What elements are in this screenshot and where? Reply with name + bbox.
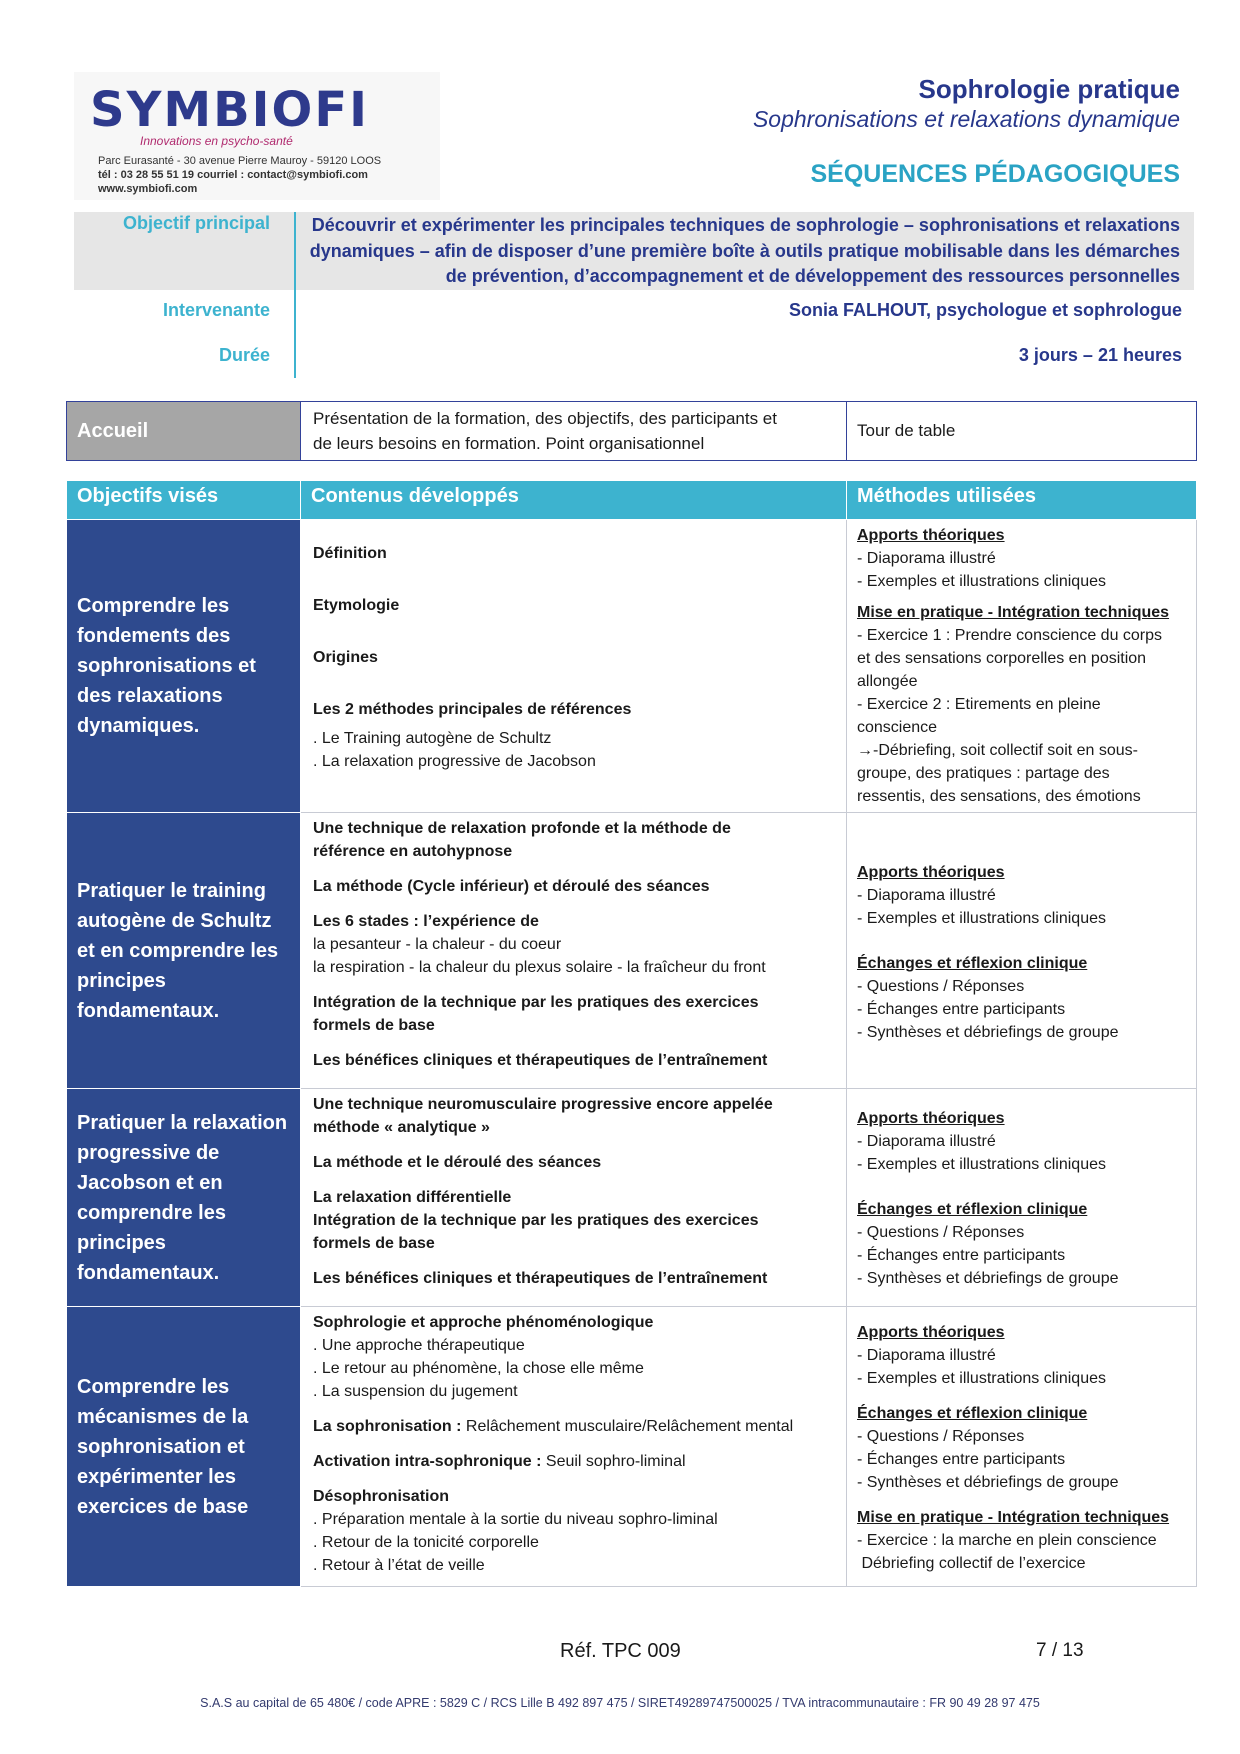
document-title: Sophrologie pratique xyxy=(918,74,1180,104)
page-number: 7 / 13 xyxy=(1036,1640,1084,1661)
objective-cell-line: et en comprendre les xyxy=(77,939,279,962)
duration-value: 3 jours – 21 heures xyxy=(1018,345,1182,365)
objective-cell-line: fondements des xyxy=(77,625,231,647)
method-item: Débriefing collectif de l’exercice xyxy=(857,1555,1086,1572)
content-item: Définition xyxy=(313,545,387,562)
method-item: - Échanges entre participants xyxy=(857,1247,1066,1264)
content-subitem: . Retour à l’état de veille xyxy=(313,1557,485,1574)
objective-cell-line: sophronisation et xyxy=(77,1435,245,1458)
content-item-text: Seuil sophro-liminal xyxy=(541,1453,686,1470)
objective-label: Objectif principal xyxy=(122,213,270,233)
objective-cell-line: dynamiques. xyxy=(77,715,200,737)
objective-cell xyxy=(67,1307,301,1587)
method-item: - Synthèses et débriefings de groupe xyxy=(857,1474,1119,1491)
logo-address-block xyxy=(98,154,381,196)
method-cell xyxy=(847,813,1197,1089)
content-item: Les bénéfices cliniques et thérapeutiques de l’entraînement xyxy=(313,1270,768,1287)
info-divider xyxy=(294,212,296,378)
logo-contact: tél : 03 28 55 51 19 courriel : contact@symbiofi.com xyxy=(98,169,368,181)
objective-cell-line: comprendre les xyxy=(77,1201,226,1224)
method-item: allongée xyxy=(857,673,918,690)
content-item-text: Relâchement musculaire/Relâchement mental xyxy=(461,1418,794,1435)
content-subitem: la respiration - la chaleur du plexus solaire - la fraîcheur du front xyxy=(313,959,766,976)
method-heading: Échanges et réflexion clinique xyxy=(857,955,1088,972)
speaker-label: Intervenante xyxy=(162,300,270,320)
method-item: - Diaporama illustré xyxy=(857,887,996,904)
accueil-content-line: Présentation de la formation, des objectifs, des participants et xyxy=(313,409,777,428)
objective-cell-line: sophronisations et xyxy=(77,655,256,677)
accueil-content-line: de leurs besoins en formation. Point organisationnel xyxy=(313,434,705,453)
content-item: formels de base xyxy=(313,1017,435,1034)
method-item: - Échanges entre participants xyxy=(857,1451,1066,1468)
content-subitem: . La suspension du jugement xyxy=(313,1383,518,1400)
content-subitem: . Retour de la tonicité corporelle xyxy=(313,1534,539,1551)
objective-cell-line: progressive de xyxy=(77,1141,220,1164)
method-item: - Diaporama illustré xyxy=(857,550,996,567)
objective-cell-line: Pratiquer le training xyxy=(77,879,266,902)
objective-cell-line: exercices de base xyxy=(77,1495,249,1518)
objective-cell xyxy=(67,520,301,813)
content-item: La méthode et le déroulé des séances xyxy=(313,1154,602,1171)
content-item: Intégration de la technique par les pratiques des exercices xyxy=(313,994,759,1011)
logo-wordmark: SYMBIOFI xyxy=(90,82,369,138)
header-methods: Méthodes utilisées xyxy=(847,481,1197,520)
method-heading: Apports théoriques xyxy=(857,864,1005,881)
method-item: - Questions / Réponses xyxy=(857,978,1025,995)
document-subtitle: Sophronisations et relaxations dynamique xyxy=(752,106,1180,132)
method-heading: Échanges et réflexion clinique xyxy=(857,1201,1088,1218)
table-row xyxy=(67,1089,1197,1307)
company-logo xyxy=(74,72,440,200)
method-heading: Mise en pratique - Intégration techniques xyxy=(857,604,1170,621)
table-row xyxy=(67,1307,1197,1587)
method-cell xyxy=(847,1307,1197,1587)
method-cell xyxy=(847,520,1197,813)
objective-cell xyxy=(67,813,301,1089)
method-heading: Apports théoriques xyxy=(857,527,1005,544)
objective-cell-line: fondamentaux. xyxy=(77,1261,220,1284)
content-item: Sophrologie et approche phénoménologique xyxy=(313,1314,654,1331)
objective-text xyxy=(300,213,1180,290)
content-item-bold: Activation intra-sophronique : xyxy=(313,1453,542,1470)
document-reference: Réf. TPC 009 xyxy=(560,1640,681,1662)
objective-line: de prévention, d’accompagnement et de développement des ressources personnelles xyxy=(445,266,1180,286)
method-item: →-Débriefing, soit collectif soit en sous- xyxy=(857,742,1138,759)
method-item: - Exemples et illustrations cliniques xyxy=(857,910,1106,927)
content-item: formels de base xyxy=(313,1235,435,1252)
objective-cell xyxy=(67,1089,301,1307)
method-item: - Exemples et illustrations cliniques xyxy=(857,573,1106,590)
method-heading: Mise en pratique - Intégration techniques xyxy=(857,1509,1170,1526)
table-row xyxy=(67,520,1197,813)
header-contents: Contenus développés xyxy=(301,481,847,520)
objective-cell-line: Comprendre les xyxy=(77,1375,230,1398)
method-item: - Échanges entre participants xyxy=(857,1001,1066,1018)
logo-tagline: Innovations en psycho-santé xyxy=(140,134,293,148)
objective-line: Découvrir et expérimenter les principales techniques de sophrologie – sophronisations et relaxations xyxy=(311,215,1180,235)
objective-cell-line: principes xyxy=(77,1231,166,1254)
content-item: La méthode (Cycle inférieur) et déroulé des séances xyxy=(313,878,710,895)
method-item: - Exemples et illustrations cliniques xyxy=(857,1156,1106,1173)
accueil-method: Tour de table xyxy=(847,402,1197,461)
content-item: Les bénéfices cliniques et thérapeutiques de l’entraînement xyxy=(313,1052,768,1069)
content-subitem: . La relaxation progressive de Jacobson xyxy=(313,753,596,770)
accueil-content xyxy=(301,402,847,461)
section-title: SÉQUENCES PÉDAGOGIQUES xyxy=(810,160,1180,188)
content-item: La relaxation différentielle xyxy=(313,1189,512,1206)
header-objectives: Objectifs visés xyxy=(67,481,301,520)
method-item: - Synthèses et débriefings de groupe xyxy=(857,1024,1119,1041)
content-item xyxy=(313,1415,834,1438)
content-subitem: la pesanteur - la chaleur - du coeur xyxy=(313,936,562,953)
duration-label: Durée xyxy=(218,345,270,365)
method-item: - Diaporama illustré xyxy=(857,1133,996,1150)
method-item: ressentis, des sensations, des émotions xyxy=(857,788,1141,805)
objective-cell-line: mécanismes de la xyxy=(77,1405,249,1428)
method-item: - Questions / Réponses xyxy=(857,1224,1025,1241)
objective-cell-line: expérimenter les xyxy=(77,1465,236,1488)
method-item: - Exemples et illustrations cliniques xyxy=(857,1370,1106,1387)
content-cell xyxy=(301,813,847,1089)
objective-cell-line: des relaxations xyxy=(77,685,223,707)
content-item: Une technique de relaxation profonde et la méthode de xyxy=(313,820,731,837)
objective-cell-line: autogène de Schultz xyxy=(77,909,272,932)
content-cell xyxy=(301,1307,847,1587)
method-heading: Apports théoriques xyxy=(857,1324,1005,1341)
content-item xyxy=(313,1450,834,1473)
content-cell xyxy=(301,520,847,813)
accueil-label: Accueil xyxy=(67,402,301,461)
method-item: - Diaporama illustré xyxy=(857,1347,996,1364)
logo-website: www.symbiofi.com xyxy=(98,183,198,195)
content-item: Intégration de la technique par les pratiques des exercices xyxy=(313,1212,759,1229)
method-item: - Exercice : la marche en plein conscience xyxy=(857,1532,1157,1549)
content-cell xyxy=(301,1089,847,1307)
content-item: Les 2 méthodes principales de références xyxy=(313,701,632,718)
method-item: - Exercice 2 : Etirements en pleine xyxy=(857,696,1101,713)
objective-cell-line: fondamentaux. xyxy=(77,999,220,1022)
content-subitem: . Préparation mentale à la sortie du niveau sophro-liminal xyxy=(313,1511,718,1528)
speaker-value: Sonia FALHOUT, psychologue et sophrologue xyxy=(788,300,1182,320)
method-cell xyxy=(847,1089,1197,1307)
table-header-row xyxy=(67,481,1197,520)
method-heading: Échanges et réflexion clinique xyxy=(857,1405,1088,1422)
objective-cell-line: principes xyxy=(77,969,166,992)
content-subitem: . Une approche thérapeutique xyxy=(313,1337,525,1354)
objective-cell-line: Jacobson et en xyxy=(77,1171,223,1194)
method-item: - Synthèses et débriefings de groupe xyxy=(857,1270,1119,1287)
content-item: Les 6 stades : l’expérience de xyxy=(313,913,539,930)
content-item: Etymologie xyxy=(313,597,400,614)
accueil-row xyxy=(67,402,1197,461)
content-item: Origines xyxy=(313,649,378,666)
content-item: référence en autohypnose xyxy=(313,843,513,860)
content-item: Une technique neuromusculaire progressive encore appelée xyxy=(313,1096,773,1113)
table-row xyxy=(67,813,1197,1089)
method-heading: Apports théoriques xyxy=(857,1110,1005,1127)
method-item: groupe, des pratiques : partage des xyxy=(857,765,1110,782)
content-item-bold: La sophronisation : xyxy=(313,1418,462,1435)
objective-cell-line: Pratiquer la relaxation xyxy=(77,1111,288,1134)
legal-footer: S.A.S au capital de 65 480€ / code APRE : 5829 C / RCS Lille B 492 897 475 / SIRET49289747500025 / TVA intracommunautaire : FR 90 49 28 97 475 xyxy=(200,1696,1040,1710)
content-subitem: . Le retour au phénomène, la chose elle même xyxy=(313,1360,644,1377)
method-item: - Exercice 1 : Prendre conscience du corps xyxy=(857,627,1163,644)
logo-address: Parc Eurasanté - 30 avenue Pierre Mauroy - 59120 LOOS xyxy=(98,155,382,167)
content-subitem: . Le Training autogène de Schultz xyxy=(313,730,552,747)
accueil-table xyxy=(66,401,1197,461)
objective-cell-line: Comprendre les xyxy=(77,595,230,617)
sequences-table xyxy=(66,480,1197,1587)
method-item: - Questions / Réponses xyxy=(857,1428,1025,1445)
method-item: et des sensations corporelles en position xyxy=(857,650,1147,667)
content-item: méthode « analytique » xyxy=(313,1119,490,1136)
content-item: Désophronisation xyxy=(313,1488,450,1505)
objective-line: dynamiques – afin de disposer d’une première boîte à outils pratique mobilisable dans les démarches xyxy=(309,240,1180,261)
method-item: conscience xyxy=(857,719,938,736)
